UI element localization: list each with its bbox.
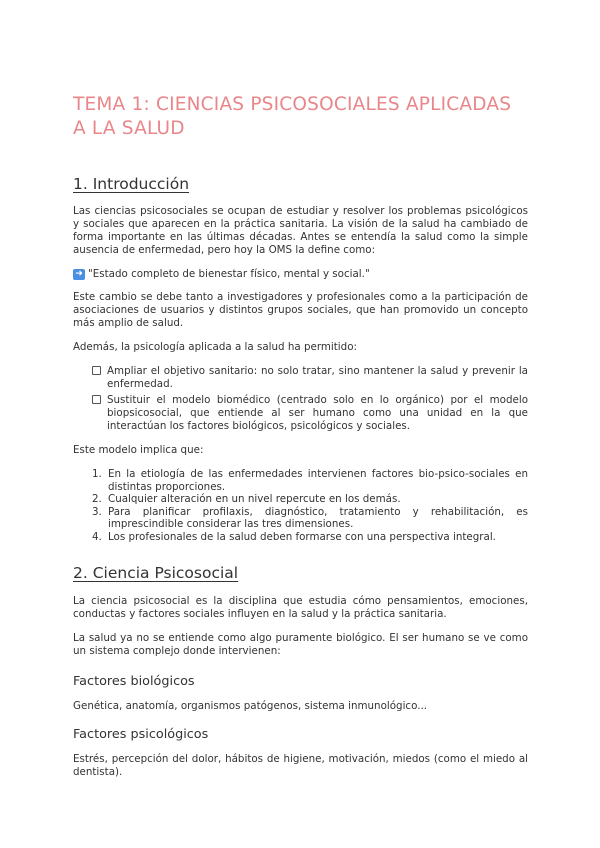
checklist-item (92, 394, 528, 433)
checklist-item-text: Sustituir el modelo biomédico (centrado solo en lo orgánico) por el modelo biopsicosocial, que entiende al ser humano como una unidad en la que interactúan los factores biológicos, psicológicos y sociales. (107, 394, 528, 432)
list-item-text: Los profesionales de la salud deben formarse con una perspectiva integral. (108, 530, 496, 543)
intro-paragraph-2: Este cambio se debe tanto a investigadores y profesionales como a la participación de asociaciones de usuarios y distintos grupos sociales, que han promovido un concepto más amplio de salud. (73, 291, 528, 329)
numbered-list (73, 468, 528, 543)
subheading-factores-psicologicos: Factores psicológicos (73, 727, 209, 742)
document-title: TEMA 1: CIENCIAS PSICOSOCIALES APLICADAS A LA SALUD (73, 94, 512, 139)
list-item-number: 3. (92, 505, 102, 518)
section-heading-ciencia-psicosocial: 2. Ciencia Psicosocial (73, 564, 239, 582)
intro-paragraph-1: Las ciencias psicosociales se ocupan de estudiar y resolver los problemas psicológicos y sociales que aparecen en la práctica sanitaria. La visión de la salud ha cambiado de forma importante en las últimas décadas. Antes se entendía la salud como la simple ausencia de enfermedad, pero hoy la OMS la define como: (73, 205, 528, 256)
list-item (92, 506, 528, 531)
document-content (73, 93, 528, 779)
list-item-number: 2. (92, 493, 102, 505)
list-item-text: Cualquier alteración en un nivel repercute en los demás. (108, 493, 401, 505)
checklist-item (92, 365, 528, 391)
checklist-item-text: Ampliar el objetivo sanitario: no solo tratar, sino mantener la salud y prevenir la enfermedad. (107, 365, 528, 390)
checkbox-icon[interactable] (92, 366, 101, 375)
subheading-factores-biologicos: Factores biológicos (73, 674, 195, 689)
list-item-text: Para planificar profilaxis, diagnóstico, tratamiento y rehabilitación, es imprescindible considerar las tres dimensiones. (108, 505, 528, 530)
arrow-right-icon: ➜ (73, 269, 85, 280)
list-item (92, 531, 528, 544)
who-definition-quote (73, 268, 528, 281)
checkbox-icon[interactable] (92, 395, 101, 404)
list-item (92, 468, 528, 493)
section2-paragraph-1: La ciencia psicosocial es la disciplina que estudia cómo pensamientos, emociones, conductas y factores sociales influyen en la salud y la práctica sanitaria. (73, 595, 528, 620)
list-item-number: 1. (92, 468, 102, 480)
section2-paragraph-2: La salud ya no se entiende como algo puramente biológico. El ser humano se ve como un sistema complejo donde intervienen: (73, 632, 528, 657)
intro-paragraph-4: Este modelo implica que: (73, 444, 204, 456)
intro-paragraph-3: Además, la psicología aplicada a la salud ha permitido: (73, 341, 357, 353)
quote-text: "Estado completo de bienestar físico, mental y social." (88, 268, 370, 280)
factores-psicologicos-text: Estrés, percepción del dolor, hábitos de higiene, motivación, miedos (como el miedo al dentista). (73, 753, 528, 778)
list-item-number: 4. (92, 530, 102, 543)
factores-biologicos-text: Genética, anatomía, organismos patógenos, sistema inmunológico... (73, 700, 428, 712)
list-item (92, 493, 528, 506)
list-item-text: En la etiología de las enfermedades intervienen factores bio-psico-sociales en distintas proporciones. (108, 468, 528, 493)
section-heading-introduccion: 1. Introducción (73, 175, 190, 193)
checklist (73, 365, 528, 433)
